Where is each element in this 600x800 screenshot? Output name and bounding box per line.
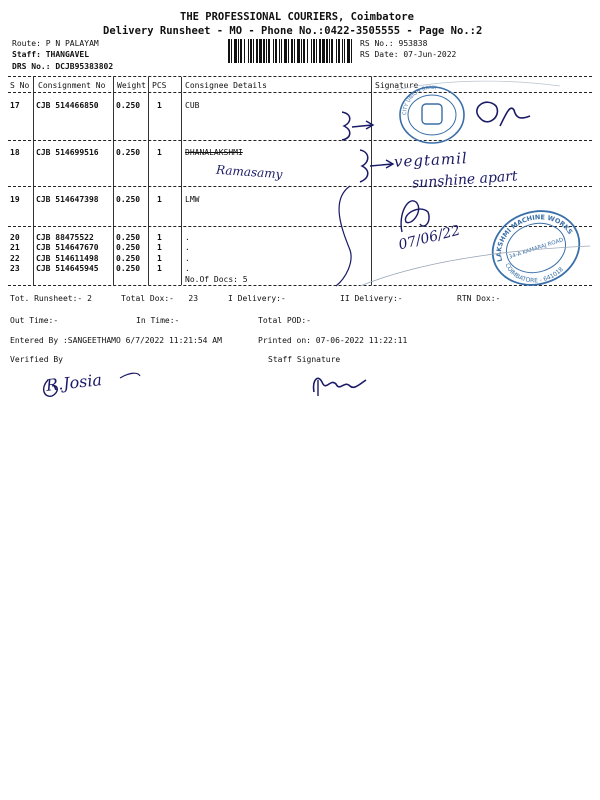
handwritten-tamil: vegtamil	[393, 149, 469, 171]
row-consignee: DHANALAKSHMI	[185, 148, 243, 157]
row-weight: 0.250	[116, 148, 141, 157]
row-sno: 17	[10, 101, 20, 110]
rs-date: RS Date: 07-Jun-2022	[360, 50, 457, 59]
row-consignment: CJB 514611498	[36, 254, 99, 263]
row-pcs: 1	[157, 254, 162, 263]
row-consignment: CJB 514466850	[36, 101, 99, 110]
rtn-dox: RTN Dox:-	[457, 294, 501, 303]
row-sno: 21	[10, 243, 20, 252]
row-sno: 22	[10, 254, 20, 263]
handwritten-date: 07/06/22	[396, 222, 462, 254]
seal-text: CITY UNION BANK	[401, 84, 437, 116]
col-signature: Signature	[375, 81, 419, 90]
row-consignee: .	[185, 233, 190, 242]
row-consignee: .	[185, 264, 190, 273]
out-time: Out Time:-	[10, 316, 59, 325]
row-consignee: LMW	[185, 195, 200, 204]
row-weight: 0.250	[116, 233, 141, 242]
row-sno: 19	[10, 195, 20, 204]
row-consignee: .	[185, 254, 190, 263]
i-delivery: I Delivery:-	[228, 294, 286, 303]
in-time: In Time:-	[136, 316, 180, 325]
row-pcs: 1	[157, 195, 162, 204]
runsheet-subtitle: Delivery Runsheet - MO - Phone No.:0422-3505555 - Page No.:2	[103, 25, 483, 37]
row-weight: 0.250	[116, 243, 141, 252]
row-pcs: 1	[157, 101, 162, 110]
verified-by-label: Verified By	[10, 355, 63, 364]
entered-by: Entered By :SANGEETHAMO 6/7/2022 11:21:54 AM	[10, 336, 222, 345]
row-consignment: CJB 88475522	[36, 233, 94, 242]
drs-number: DRS No.: DCJB95383802	[12, 62, 114, 71]
col-sno: S No	[10, 81, 30, 90]
row-pcs: 1	[157, 264, 162, 273]
row-pcs: 1	[157, 233, 162, 242]
row-weight: 0.250	[116, 195, 141, 204]
row-pcs: 1	[157, 148, 162, 157]
tot-runsheet: Tot. Runsheet:- 2	[10, 294, 92, 303]
row-pcs: 1	[157, 243, 162, 252]
row-consignment: CJB 514699516	[36, 148, 99, 157]
lmw-stamp-bottom: COIMBATORE - 641018	[503, 262, 565, 285]
company-title: THE PROFESSIONAL COURIERS, Coimbatore	[180, 11, 414, 23]
col-consignee: Consignee Details	[185, 81, 267, 90]
row-weight: 0.250	[116, 254, 141, 263]
verified-signature: R.Josia	[45, 370, 103, 395]
lmw-stamp-top: LAKSHMI MACHINE WORKS	[495, 213, 575, 263]
staff-signature-label: Staff Signature	[268, 355, 341, 364]
total-pod: Total POD:-	[258, 316, 311, 325]
route-label: Route: P N PALAYAM	[12, 39, 99, 48]
row-weight: 0.250	[116, 264, 141, 273]
col-consignment: Consignment No	[38, 81, 106, 90]
handwritten-address: sunshine apart	[411, 168, 519, 192]
rs-number: RS No.: 953838	[360, 39, 428, 48]
total-dox: Total Dox:- 23	[121, 294, 199, 303]
row-sno: 20	[10, 233, 20, 242]
row-weight: 0.250	[116, 101, 141, 110]
col-weight: Weight	[117, 81, 146, 90]
row-consignee: CUB	[185, 101, 200, 110]
col-pcs: PCS	[152, 81, 167, 90]
printed-on: Printed on: 07-06-2022 11:22:11	[258, 336, 408, 345]
row-consignment: CJB 514645945	[36, 264, 99, 273]
lmw-stamp-mid: 34-A KAMARAJ ROAD	[508, 237, 565, 261]
row-consignee: .	[185, 243, 190, 252]
row-consignment: CJB 514647398	[36, 195, 99, 204]
ii-delivery: II Delivery:-	[340, 294, 403, 303]
row-sno: 18	[10, 148, 20, 157]
handwritten-name: Ramasamy	[215, 162, 283, 182]
staff-label: Staff: THANGAVEL	[12, 50, 90, 59]
row-sno: 23	[10, 264, 20, 273]
no-of-docs: No.Of Docs: 5	[185, 275, 248, 284]
row-consignment: CJB 514647670	[36, 243, 99, 252]
